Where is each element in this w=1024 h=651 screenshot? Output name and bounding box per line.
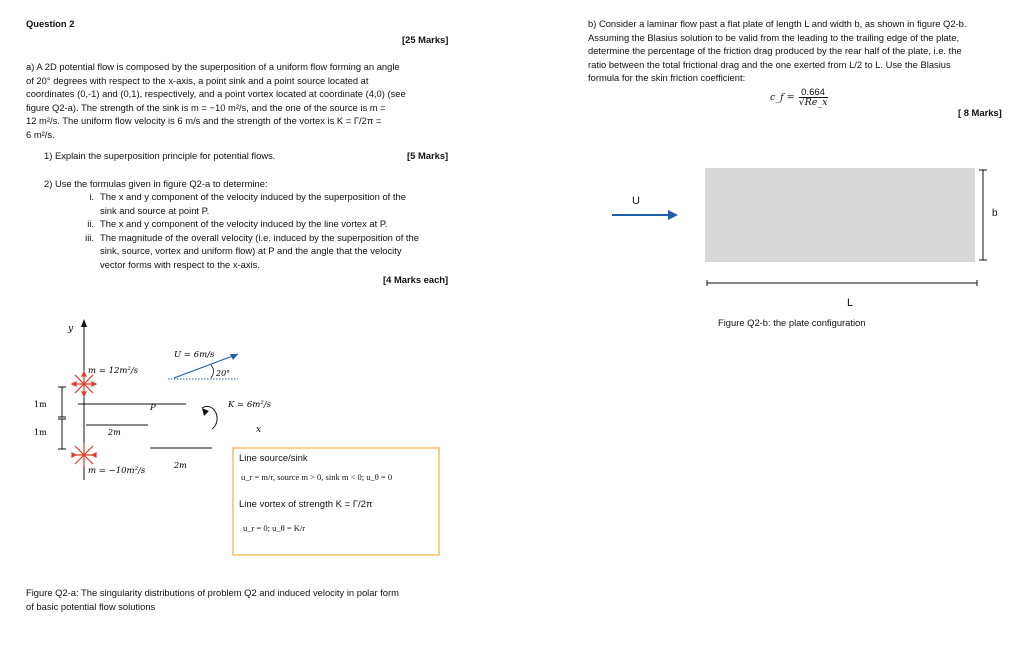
length-label: L [847, 297, 854, 309]
question-1: 1) Explain the superposition principle for potential flows. [44, 150, 276, 161]
question-2-marks: [4 Marks each] [383, 274, 449, 285]
part-a-line: 12 m²/s. The uniform flow velocity is 6 m/s and the strength of the vortex is K = Γ/2π = [26, 115, 382, 127]
point-p-label: P [150, 403, 156, 413]
vortex-arrowhead [202, 408, 209, 416]
angle-arc [211, 365, 214, 378]
source-label: m = 12m²/s [88, 366, 139, 376]
cf-denominator: √Re_x [798, 97, 828, 108]
question-1-marks: [5 Marks] [407, 150, 449, 161]
cf-fraction [799, 88, 828, 107]
sub-line: The magnitude of the overall velocity (i.e. induced by the superposition of the [100, 231, 419, 243]
part-b-line: b) Consider a laminar flow past a flat plate of length L and width b, as shown in figure Q2-b. [588, 18, 967, 29]
cf-lhs: c_f = [770, 92, 795, 103]
part-a-text [26, 60, 456, 142]
vortex-label: K = 6m²/s [228, 400, 271, 410]
sub-line: vector forms with respect to the x-axis. [100, 258, 260, 270]
dimension-b [979, 170, 987, 260]
y-axis-label: y [68, 324, 74, 334]
figure-b-caption: Figure Q2-b: the plate configuration [718, 317, 866, 328]
part-b-line: determine the percentage of the friction drag produced by the rear half of the plate, i.e. the [588, 45, 962, 57]
sub-num: iii. [85, 231, 94, 243]
part-b-line: ratio between the total frictional drag and the one exerted from L/2 to L. Use the Blasius [588, 58, 951, 70]
question-2: 2) Use the formulas given in figure Q2-a to determine: [44, 178, 268, 189]
sink-star-icon [72, 443, 96, 467]
sub-line: The x and y component of the velocity induced by the superposition of the [100, 191, 406, 202]
cf-numerator: 0.664 [799, 88, 828, 98]
part-a-line: a) A 2D potential flow is composed by the superposition of a uniform flow forming an angle [26, 61, 400, 72]
part-a-line: coordinates (0,-1) and (0,1), respectively, and a point vortex located at coordinate (4,0) (see [26, 88, 406, 100]
dim-1m-top-label: 1m [34, 400, 47, 409]
width-label: b [992, 208, 998, 219]
dim-2m-b-label: 2m [174, 461, 187, 470]
sink-label: m = −10m²/s [88, 466, 146, 476]
formula-box-content [239, 453, 439, 533]
freestream-arrowhead [668, 210, 678, 220]
part-a-line: figure Q2-a). The strength of the sink is m = −10 m²/s, and the one of the source is m = [26, 101, 386, 113]
caption-line: Figure Q2-a: The singularity distributions of problem Q2 and induced velocity in polar form [26, 587, 399, 598]
part-b-line: Assuming the Blasius solution to be valid from the leading to the trailing edge of the plate, [588, 31, 960, 43]
sub-line: sink, source, vortex and uniform flow) at P and the angle that the velocity [100, 245, 402, 257]
part-a-line: 6 m²/s. [26, 128, 55, 140]
subquestions [44, 190, 464, 272]
marks-total: [25 Marks] [402, 34, 449, 45]
flat-plate [705, 168, 975, 262]
formula-title-source-sink: Line source/sink [239, 453, 308, 464]
dim-2m-a-label: 2m [108, 428, 121, 437]
part-a-line: of 20° degrees with respect to the x-axis, a point sink and a point source located at [26, 74, 369, 86]
part-b-line: formula for the skin friction coefficient: [588, 72, 746, 84]
sub-line: The x and y component of the velocity induced by the line vortex at P. [100, 218, 388, 230]
figure-q2a [26, 315, 456, 575]
uniform-flow-label: U = 6m/s [174, 350, 215, 360]
sub-line: sink and source at point P. [100, 204, 210, 216]
question-title: Question 2 [26, 18, 75, 29]
formula-source-sink: u_r = m/r, source m > 0, sink m < 0; u_θ = 0 [241, 472, 393, 482]
figure-q2b [600, 160, 1020, 310]
freestream-label: U [632, 195, 640, 207]
x-axis-label: x [256, 425, 262, 435]
dimension-1m-top [58, 387, 66, 417]
blasius-formula [770, 88, 828, 107]
part-b-text [588, 17, 1018, 85]
y-axis-arrow [81, 319, 87, 327]
dimension-l [707, 280, 977, 286]
figure-a-caption [26, 586, 456, 613]
caption-line: of basic potential flow solutions [26, 600, 156, 612]
subquestion-i [44, 190, 464, 217]
formula-title-vortex: Line vortex of strength K = Γ/2π [239, 499, 373, 510]
sub-num: i. [89, 191, 94, 202]
formula-vortex: u_r = 0; u_θ = K/r [243, 523, 306, 533]
angle-label: 20° [216, 369, 231, 378]
dim-1m-bottom-label: 1m [34, 428, 47, 437]
sub-num: ii. [87, 218, 94, 230]
subquestion-iii [44, 231, 464, 272]
part-b-marks: [ 8 Marks] [958, 107, 1002, 118]
dimension-1m-bottom [58, 419, 66, 449]
subquestion-ii [44, 217, 464, 231]
